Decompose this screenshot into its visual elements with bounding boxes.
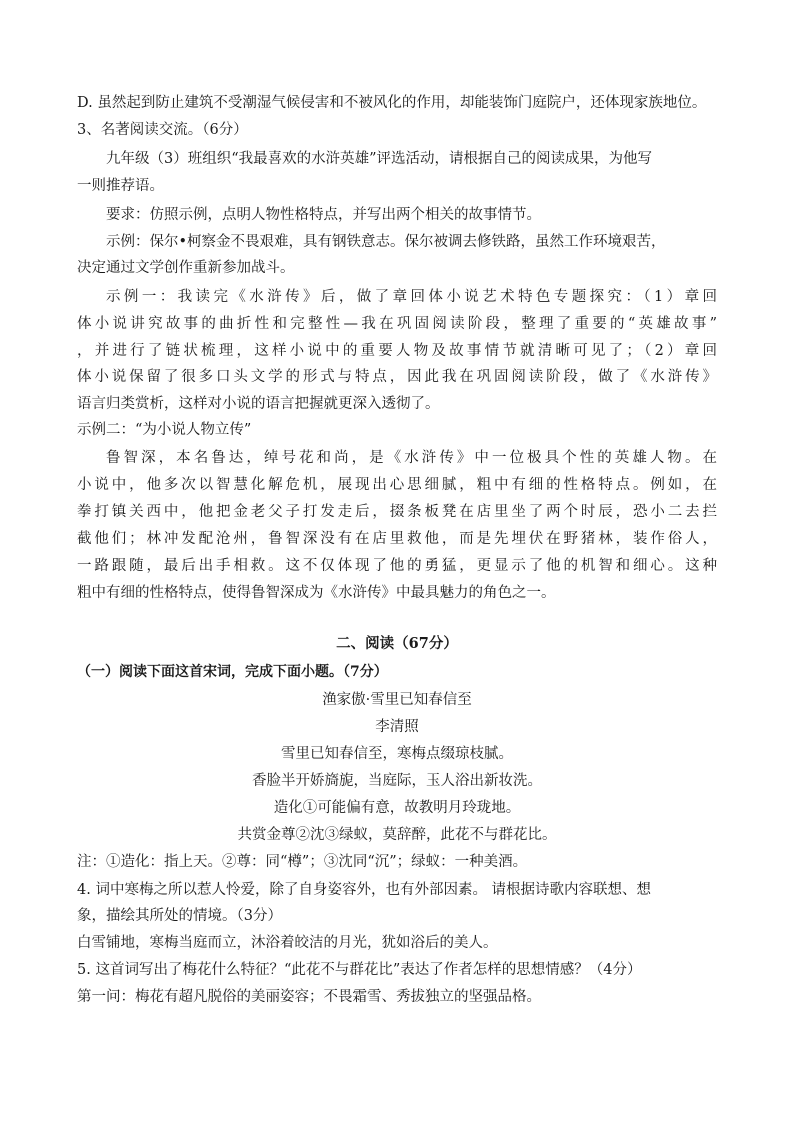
answer-5: 第一问：梅花有超凡脱俗的美丽姿容；不畏霜雪、秀拔独立的坚强品格。 <box>77 989 541 1005</box>
example-two-line: 鲁智深，本名鲁达，绰号花和尚，是《水浒传》中一位极具个性的英雄人物。在 <box>106 450 717 466</box>
poem-author: 李清照 <box>375 719 419 735</box>
question-3-heading: 3、名著阅读交流。（6分） <box>77 122 248 138</box>
example-two-line: 粗中有细的性格特点，使得鲁智深成为《水浒传》中最具魅力的角色之一。 <box>77 585 556 601</box>
answer-4: 白雪铺地，寒梅当庭而立，沐浴着皎洁的月光，犹如浴后的美人。 <box>77 935 498 951</box>
example-two-line: 截他们；林冲发配沧州，鲁智深没有在店里救他，而是先埋伏在野猪林，装作俗人， <box>77 531 717 547</box>
example-two-heading: 示例二：“为小说人物立传” <box>77 422 252 438</box>
subsection-heading: （一）阅读下面这首宋词，完成下面小题。（7分） <box>77 664 388 680</box>
example-line: 示例：保尔•柯察金不畏艰难，具有钢铁意志。保尔被调去修铁路，虽然工作环境艰苦， <box>106 234 666 250</box>
poem-line: 香脸半开娇旖旎，当庭际，玉人浴出新妆洗。 <box>252 773 542 789</box>
poem-line: 造化①可能偏有意，故教明月玲珑地。 <box>273 800 521 816</box>
requirement-line: 要求：仿照示例，点明人物性格特点，并写出两个相关的故事情节。 <box>106 207 541 223</box>
example-line: 决定通过文学创作重新参加战斗。 <box>77 260 295 276</box>
example-one-line: ，并进行了链状梳理，这样小说中的重要人物及故事情节就清晰可见了；（2）章回 <box>77 343 717 359</box>
question-4: 4. 词中寒梅之所以惹人怜爱，除了自身姿容外，也有外部因素。 请根据诗歌内容联想、想 <box>77 882 652 898</box>
question-4: 象，描绘其所处的情境。（3分） <box>77 908 282 924</box>
paragraph-line: 一则推荐语。 <box>77 178 164 194</box>
example-one-line: 体小说讲究故事的曲折性和完整性—我在巩固阅读阶段，整理了重要的“英雄故事” <box>77 316 717 332</box>
option-d: D. 虽然起到防止建筑不受潮湿气候侵害和不被风化的作用，却能装饰门庭院户，还体现家族地位。 <box>77 95 707 111</box>
section-title: 二、阅读（67分） <box>336 635 458 652</box>
poem-title: 渔家傲·雪里已知春信至 <box>322 692 472 708</box>
example-two-line: 一路跟随，最后出手相救。这不仅体现了他的勇猛，更显示了他的机智和细心。这种 <box>77 558 717 574</box>
poem-notes: 注：①造化：指上天。②尊：同“樽”；③沈同“沉”；绿蚁：一种美酒。 <box>77 854 528 870</box>
example-one-line: 语言归类赏析，这样对小说的语言把握就更深入透彻了。 <box>77 396 440 412</box>
paragraph-line: 九年级（3）班组织“我最喜欢的水浒英雄”评选活动，请根据自己的阅读成果，为他写 <box>106 151 653 167</box>
poem-line: 雪里已知春信至，寒梅点缀琼枝腻。 <box>281 746 513 762</box>
example-two-line: 拳打镇关西中，他把金老父子打发走后，掇条板凳在店里坐了两个时辰，恐小二去拦 <box>77 504 717 520</box>
example-one-line: 示例一：我读完《水浒传》后，做了章回体小说艺术特色专题探究：（1）章回 <box>106 289 717 305</box>
poem-line: 共赏金尊②沈③绿蚁，莫辞醉，此花不与群花比。 <box>237 827 557 843</box>
example-two-line: 小说中，他多次以智慧化解危机，展现出心思细腻，粗中有细的性格特点。例如，在 <box>77 477 717 493</box>
question-5: 5. 这首词写出了梅花什么特征？“此花不与群花比”表达了作者怎样的思想情感？（4分） <box>77 962 642 978</box>
example-one-line: 体小说保留了很多口头文学的形式与特点，因此我在巩固阅读阶段，做了《水浒传》 <box>77 369 717 385</box>
